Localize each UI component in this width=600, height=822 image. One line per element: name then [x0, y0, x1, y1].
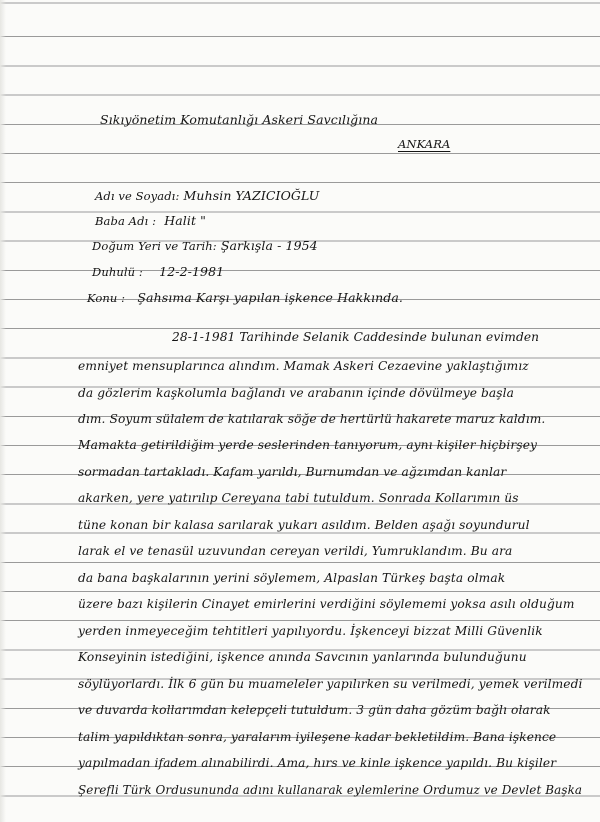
- body-line: yapılmadan ifadem alınabilirdi. Ama, hırs ve kinle işkence yapıldı. Bu kişiler: [78, 756, 557, 770]
- field-value: Şahsıma Karşı yapılan işkence Hakkında.: [137, 290, 403, 305]
- field-label: Baba Adı :: [95, 214, 157, 228]
- field-entry-date: [92, 264, 224, 280]
- body-line: Şerefli Türk Ordusununda adını kullanarak eylemlerine Ordumuz ve Devlet Başka: [78, 783, 583, 797]
- field-label: Konu :: [87, 291, 126, 305]
- body-line: üzere bazı kişilerin Cinayet emirlerini verdiğini söylememi yoksa asılı olduğum: [78, 597, 575, 611]
- field-value: 12-2-1981: [159, 264, 225, 279]
- body-line: da gözlerim kaşkolumla bağlandı ve arabanın içinde dövülmeye başla: [78, 386, 515, 400]
- field-subject: [87, 290, 403, 306]
- field-birth: [92, 238, 318, 254]
- letter-addressee: Sıkıyönetim Komutanlığı Askeri Savcılığına: [100, 112, 379, 127]
- body-line: 28-1-1981 Tarihinde Selanik Caddesinde bulunan evimden: [172, 330, 540, 344]
- field-value: Şarkışla - 1954: [220, 238, 318, 253]
- field-label: Adı ve Soyadı:: [95, 189, 180, 203]
- body-line: Konseyinin istediğini, işkence anında Savcının yanlarında bulunduğunu: [78, 650, 527, 664]
- body-line: dım. Soyum sülalem de katılarak söğe de hertürlü hakarete maruz kaldım.: [78, 412, 546, 426]
- body-line: tüne konan bir kalasa sarılarak yukarı asıldım. Belden aşağı soyundurul: [78, 518, 530, 532]
- body-line: Mamakta getirildiğim yerde seslerinden tanıyorum, aynı kişiler hiçbirşey: [78, 438, 537, 452]
- body-line: akarken, yere yatırılıp Cereyana tabi tutuldum. Sonrada Kollarımın üs: [78, 491, 519, 505]
- field-name: [95, 188, 319, 204]
- field-label: Doğum Yeri ve Tarih:: [92, 239, 217, 253]
- body-line: ve duvarda kollarımdan kelepçeli tutuldum. 3 gün daha gözüm bağlı olarak: [78, 703, 551, 717]
- field-value: Halit ": [164, 213, 207, 228]
- body-line: söylüyorlardı. İlk 6 gün bu muameleler yapılırken su verilmedi, yemek verilmedi: [78, 677, 583, 691]
- body-line: emniyet mensuplarınca alındım. Mamak Askeri Cezaevine yaklaştığımız: [78, 359, 529, 373]
- body-line: larak el ve tenasül uzuvundan cereyan verildi, Yumruklandım. Bu ara: [78, 544, 513, 558]
- field-label: Duhulü :: [92, 265, 143, 279]
- letter-city: ANKARA: [398, 137, 451, 151]
- body-line: sormadan tartakladı. Kafam yarıldı, Burnumdan ve ağzımdan kanlar: [78, 465, 507, 479]
- body-line: yerden inmeyeceğim tehtitleri yapılıyordu. İşkenceyi bizzat Milli Güvenlik: [78, 624, 543, 638]
- field-father-name: [95, 213, 206, 229]
- body-line: da bana başkalarının yerini söylemem, Alpaslan Türkeş başta olmak: [78, 571, 506, 585]
- field-value: Muhsin YAZICIOĞLU: [183, 188, 320, 203]
- body-line: talim yapıldıktan sonra, yaralarım iyileşene kadar bekletildim. Bana işkence: [78, 730, 557, 744]
